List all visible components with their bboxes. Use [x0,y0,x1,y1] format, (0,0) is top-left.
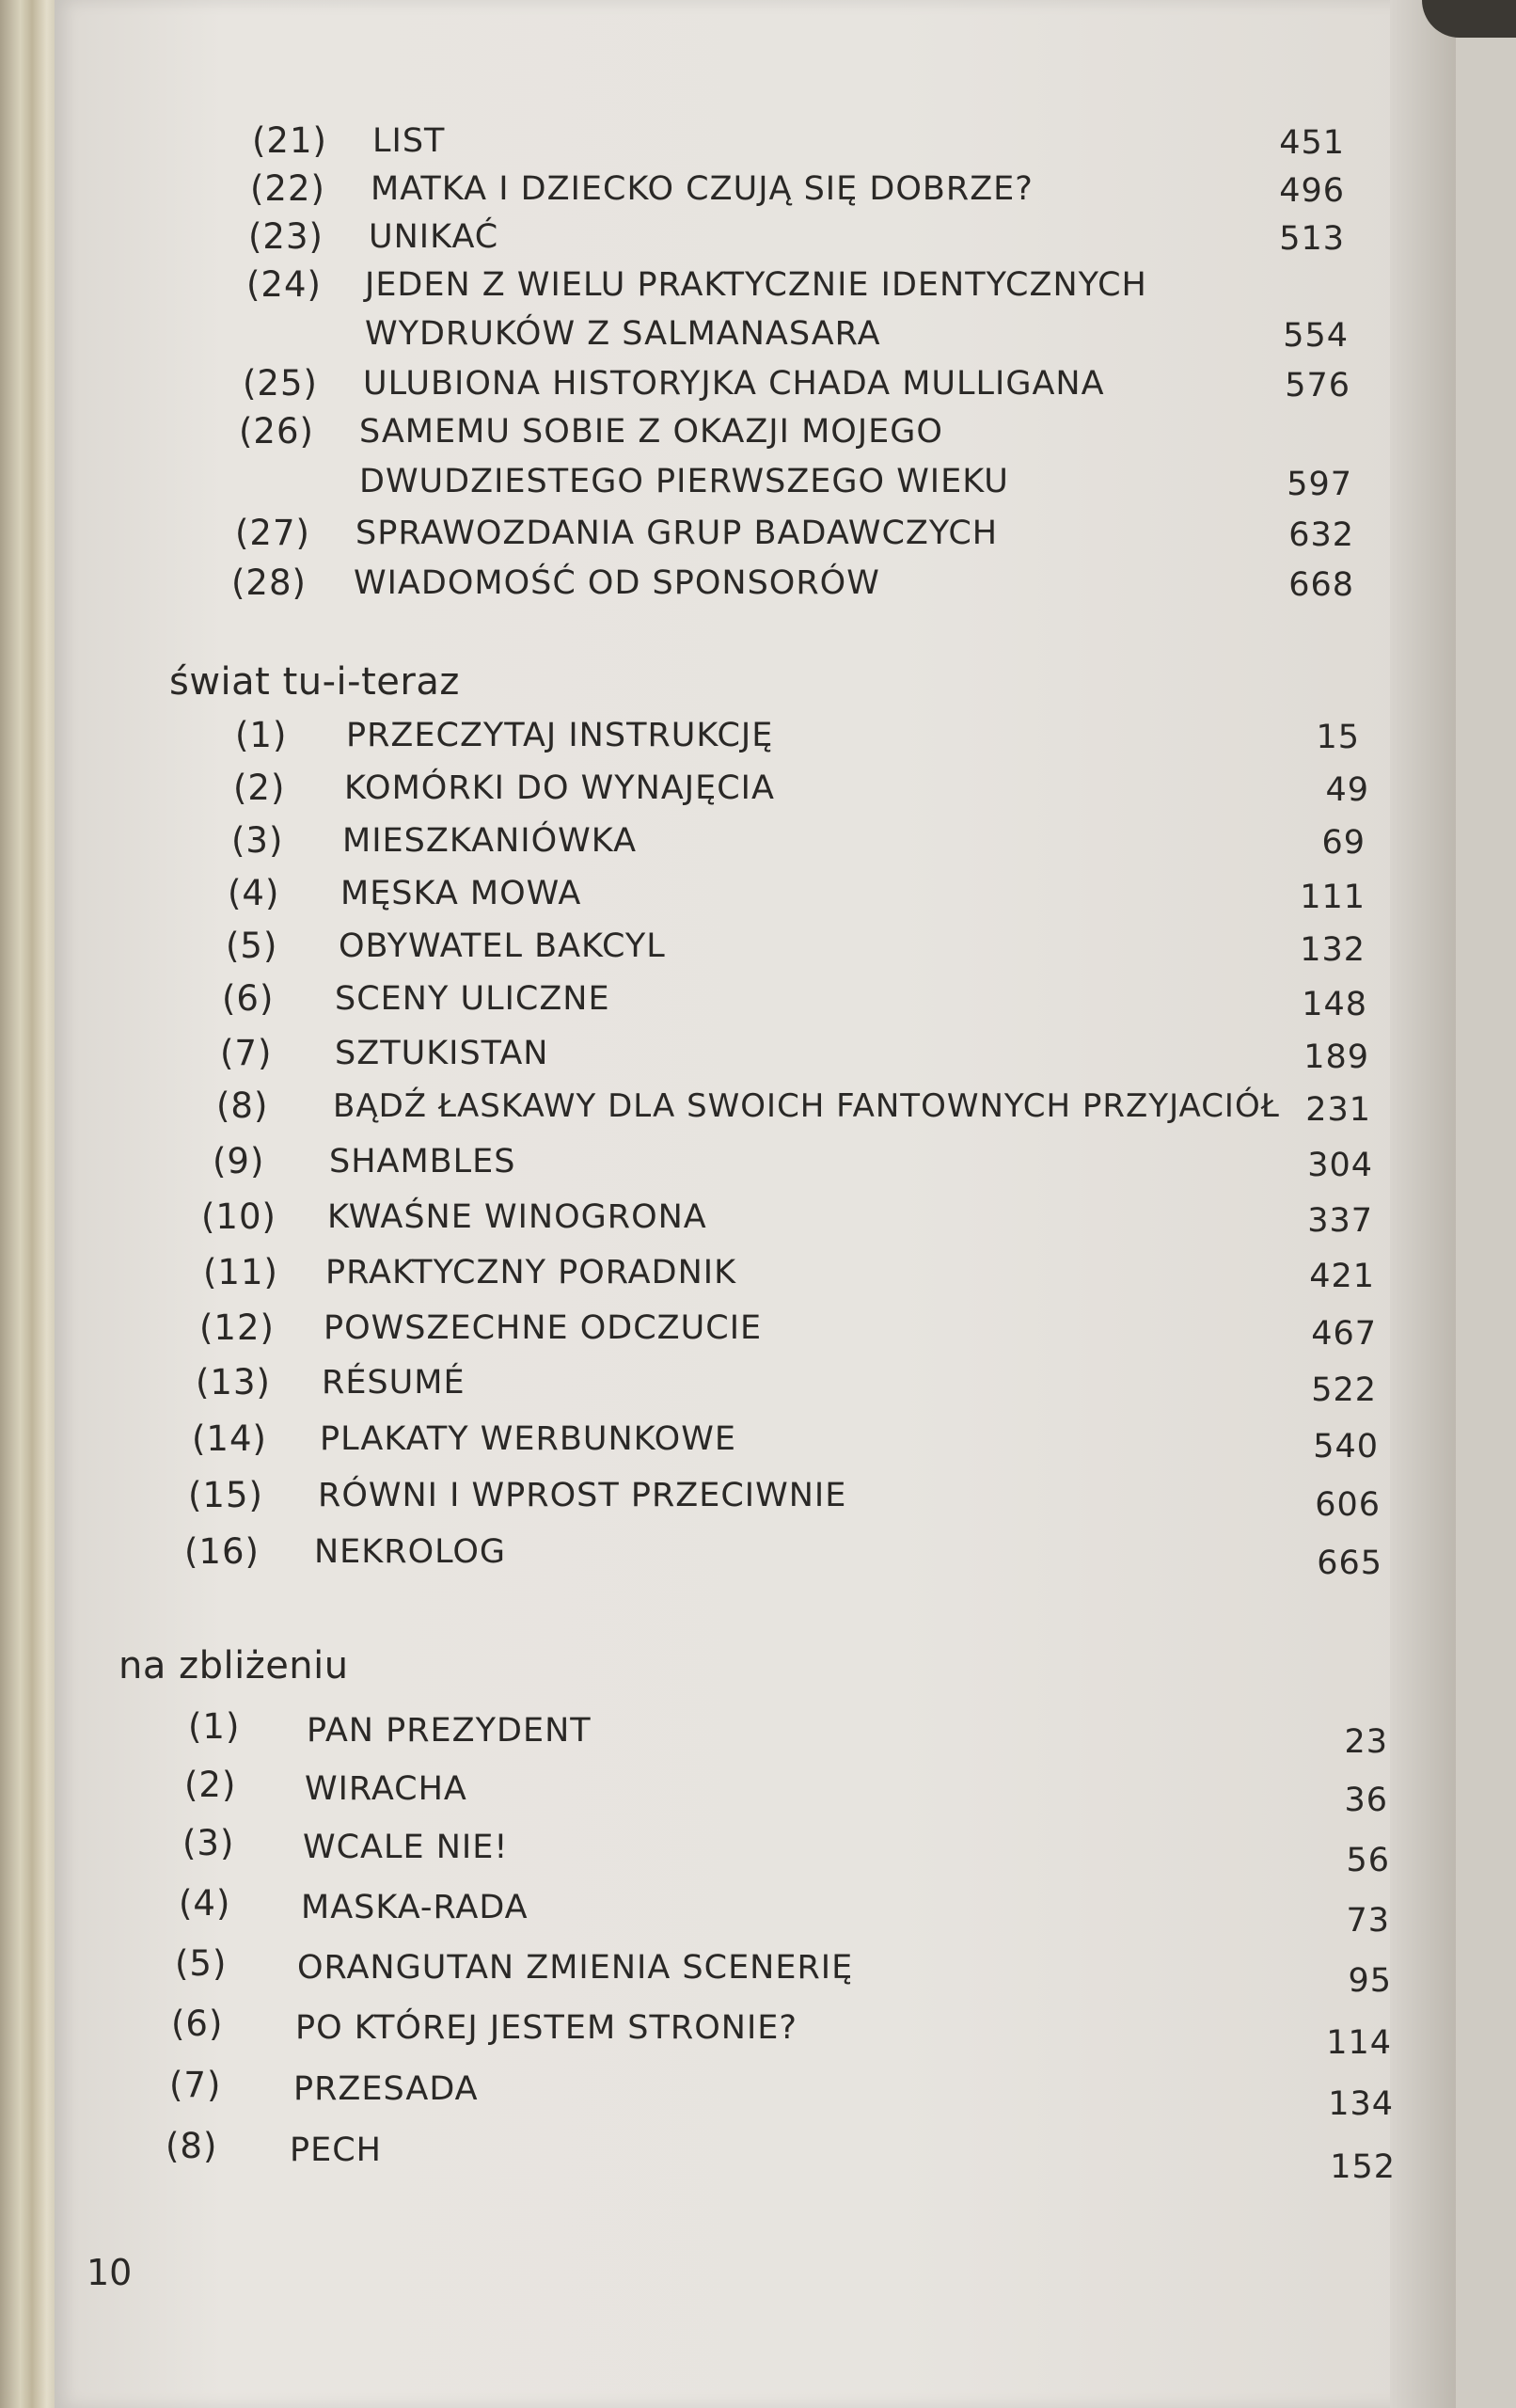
entry-title: POWSZECHNE ODCZUCIE [324,1309,763,1347]
entry-title: PAN PREZYDENT [307,1712,592,1750]
toc-entry [222,978,1367,1023]
entry-title: LIST [372,122,446,160]
page-number: 10 [87,2252,133,2293]
entry-number: (2) [233,768,286,808]
entry-number: (4) [228,873,280,913]
toc-entry [231,820,1366,862]
entry-number: (8) [216,1085,269,1126]
entry-title: SPRAWOZDANIA GRUP BADAWCZYCH [355,515,999,552]
entry-page: 304 [1307,1147,1373,1184]
entry-title: NEKROLOG [314,1533,507,1571]
entry-number: (16) [184,1531,260,1572]
entry-title: PRZESADA [293,2070,479,2108]
entry-number: (21) [252,120,327,161]
entry-page: 597 [1287,466,1352,503]
toc-entry [184,1531,1382,1582]
entry-title: ORANGUTAN ZMIENIA SCENERIĘ [297,1949,854,1987]
toc-entry [226,926,1366,967]
toc-entry [182,1823,1390,1879]
entry-page: 540 [1313,1428,1379,1465]
toc-entry [246,264,1349,358]
section-heading: świat tu-i-teraz [169,660,460,704]
toc-entry [196,1362,1377,1409]
entry-number: (25) [243,363,318,404]
toc-entry [171,2004,1392,2062]
entry-page: 606 [1315,1486,1381,1524]
entry-number: (28) [231,562,307,603]
entry-page: 231 [1305,1091,1371,1129]
entry-page: 665 [1317,1545,1382,1582]
entry-page: 337 [1307,1202,1373,1240]
toc-entry [166,2126,1396,2186]
toc-entry [203,1252,1375,1293]
entry-number: (1) [235,715,288,755]
entry-page: 554 [1283,317,1349,355]
entry-title: MATKA I DZIECKO CZUJĄ SIĘ DOBRZE? [371,170,1034,208]
book-page-edges [0,0,58,2408]
entry-title: JEDEN Z WIELU PRAKTYCZNIE IDENTYCZNYCH [365,266,1147,304]
entry-page: 23 [1344,1723,1388,1761]
entry-title: WCALE NIE! [303,1829,509,1866]
entry-title: BĄDŹ ŁASKAWY DLA SWOICH FANTOWNYCH PRZYJACIÓŁ [333,1087,1280,1125]
toc-entry [235,513,1354,554]
entry-number: (3) [231,820,284,861]
entry-number: (24) [246,264,322,305]
entry-number: (1) [188,1706,241,1747]
entry-page: 114 [1326,2024,1392,2062]
toc-entry [192,1418,1379,1465]
entry-page: 467 [1311,1315,1377,1353]
entry-number: (12) [199,1307,275,1348]
entry-number: (9) [213,1141,265,1181]
toc-entry [248,216,1345,258]
entry-title: KOMÓRKI DO WYNAJĘCIA [344,769,775,807]
toc-entry [220,1033,1369,1074]
entry-title: PRAKTYCZNY PORADNIK [325,1254,737,1291]
entry-title: WIADOMOŚĆ OD SPONSORÓW [354,564,880,602]
entry-page: 632 [1288,516,1354,554]
entry-title: UNIKAĆ [369,218,499,256]
entry-number: (14) [192,1418,267,1459]
entry-number: (6) [171,2004,224,2044]
entry-page: 522 [1311,1371,1377,1409]
entry-number: (13) [196,1362,271,1402]
entry-number: (7) [169,2065,222,2105]
entry-number: (7) [220,1033,273,1073]
toc-entry [239,411,1352,509]
toc-entry [213,1141,1373,1182]
entry-number: (11) [203,1252,278,1292]
entry-page: 73 [1346,1902,1390,1940]
entry-number: (6) [222,978,275,1019]
entry-page: 134 [1328,2085,1394,2123]
entry-page: 49 [1325,771,1369,809]
entry-number: (10) [201,1196,276,1237]
entry-title: PECH [290,2131,382,2169]
entry-title: MIESZKANIÓWKA [342,822,638,860]
toc-entry [199,1307,1377,1353]
entry-number: (15) [188,1475,263,1515]
entry-number: (2) [184,1765,237,1805]
toc-entry [188,1706,1388,1761]
toc-entry [235,715,1360,756]
toc-entry [179,1883,1390,1940]
entry-title: SHAMBLES [329,1143,516,1180]
entry-number: (22) [250,168,325,209]
entry-page: 513 [1279,220,1345,258]
toc-entry [228,873,1366,914]
entry-title: PRZECZYTAJ INSTRUKCJĘ [346,717,774,754]
entry-number: (23) [248,216,324,257]
toc-entry [188,1475,1381,1524]
entry-number: (4) [179,1883,231,1924]
entry-title: OBYWATEL BAKCYL [339,927,666,965]
entry-page: 152 [1330,2148,1396,2186]
toc-entry [231,562,1354,604]
entry-page: 132 [1300,931,1366,969]
entry-page: 111 [1300,879,1366,916]
entry-page: 451 [1279,124,1345,162]
entry-page: 15 [1316,719,1360,756]
entry-number: (5) [175,1943,228,1984]
entry-title: SZTUKISTAN [335,1035,549,1072]
section-heading: na zbliżeniu [118,1644,349,1687]
entry-title: RÉSUMÉ [322,1364,466,1402]
entry-page: 668 [1288,566,1354,604]
entry-title: RÓWNI I WPROST PRZECIWNIE [318,1477,847,1514]
entry-title: PLAKATY WERBUNKOWE [320,1420,736,1458]
entry-page: 421 [1309,1258,1375,1295]
toc-entry [243,363,1350,404]
toc-entry [184,1765,1388,1819]
entry-number: (27) [235,513,310,553]
entry-number: (5) [226,926,278,966]
toc-entry [250,168,1345,210]
entry-title: MĘSKA MOWA [340,875,582,912]
entry-number: (3) [182,1823,235,1863]
entry-title: SCENY ULICZNE [335,980,610,1018]
page-gutter-shadow [1390,0,1456,2408]
toc-entry [201,1196,1373,1238]
entry-title: PO KTÓREJ JESTEM STRONIE? [295,2009,797,2047]
toc-entry [216,1085,1371,1127]
toc-entry [233,768,1369,809]
entry-title-line2: WYDRUKÓW Z SALMANASARA [365,315,881,353]
toc-entry [252,120,1345,162]
entry-page: 496 [1279,172,1345,210]
entry-title: MASKA-RADA [301,1889,529,1926]
entry-page: 148 [1302,986,1367,1023]
entry-title: ULUBIONA HISTORYJKA CHADA MULLIGANA [363,365,1105,403]
entry-page: 69 [1321,824,1366,862]
entry-title: KWAŚNE WINOGRONA [327,1198,707,1236]
entry-number: (26) [239,411,314,452]
toc-entry [175,1943,1392,2000]
entry-page: 95 [1348,1962,1392,2000]
toc-entry [169,2065,1394,2123]
entry-page: 576 [1285,367,1350,404]
entry-page: 56 [1346,1842,1390,1879]
entry-number: (8) [166,2126,218,2166]
entry-page: 36 [1344,1782,1388,1819]
entry-title: SAMEMU SOBIE Z OKAZJI MOJEGO [359,413,943,451]
entry-title: WIRACHA [305,1770,467,1808]
entry-page: 189 [1303,1038,1369,1076]
entry-title-line2: DWUDZIESTEGO PIERWSZEGO WIEKU [359,463,1009,500]
